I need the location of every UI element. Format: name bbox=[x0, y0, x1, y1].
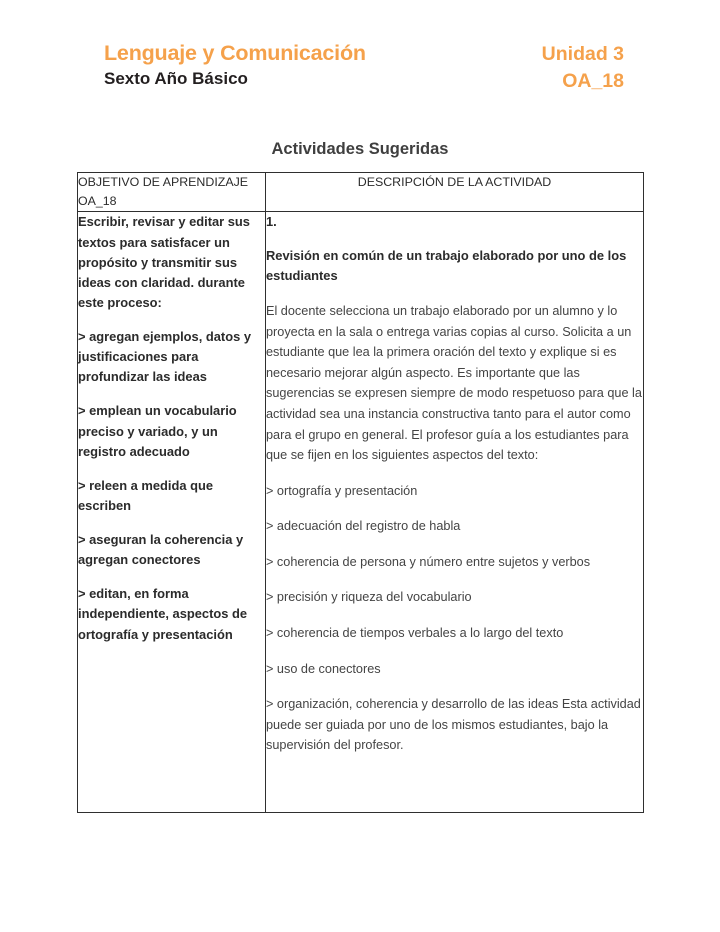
activity-bullet: > ortografía y presentación bbox=[266, 483, 418, 498]
column-header-objective: OBJETIVO DE APRENDIZAJE OA_18 bbox=[78, 173, 266, 212]
activity-bullet: > coherencia de tiempos verbales a lo largo del texto bbox=[266, 625, 564, 640]
oa-code-label: OA_18 bbox=[562, 70, 624, 93]
activity-heading: Revisión en común de un trabajo elaborado por uno de los estudiantes bbox=[266, 247, 627, 283]
activity-bullet: > uso de conectores bbox=[266, 661, 381, 676]
column-header-description: DESCRIPCIÓN DE LA ACTIVIDAD bbox=[266, 173, 644, 212]
objective-intro: Escribir, revisar y editar sus textos para satisfacer un propósito y transmitir sus ideas con claridad. durante este proceso: bbox=[78, 214, 250, 310]
header-right-group bbox=[542, 40, 624, 95]
subject-title: Lenguaje y Comunicación bbox=[104, 41, 366, 65]
header-left-group bbox=[104, 40, 366, 90]
grade-title: Sexto Año Básico bbox=[104, 69, 248, 89]
table-row bbox=[78, 212, 644, 813]
activity-bullet: > precisión y riqueza del vocabulario bbox=[266, 590, 472, 605]
table-header-row bbox=[78, 173, 644, 212]
activity-paragraph: El docente selecciona un trabajo elaborado por un alumno y lo proyecta en la sala o entrega varias copias al curso. Solicita a un estudiante que lea la primera oración del texto y explique si es necesario mejorar algún aspecto. Es importante que las sugerencias se expresen siempre de modo respetuoso para que la actividad sea una instancia constructiva tanto para el autor como para el grupo en general. El profesor guía a los estudiantes para que se fijen en los siguientes aspectos del texto: bbox=[266, 304, 642, 463]
unit-label: Unidad 3 bbox=[541, 43, 624, 65]
activity-number: 1. bbox=[266, 214, 277, 230]
document-header bbox=[104, 40, 624, 95]
activity-bullet: > adecuación del registro de habla bbox=[266, 519, 461, 534]
activity-table bbox=[77, 172, 644, 813]
objective-bullet: > agregan ejemplos, datos y justificaciones para profundizar las ideas bbox=[78, 329, 252, 385]
objective-bullet: > editan, en forma independiente, aspectos de ortografía y presentación bbox=[78, 586, 248, 642]
table-body bbox=[78, 212, 644, 813]
section-title: Actividades Sugeridas bbox=[271, 140, 449, 158]
table-header-row-group bbox=[78, 173, 644, 212]
activity-bullet: > coherencia de persona y número entre sujetos y verbos bbox=[266, 554, 591, 569]
objective-bullet: > emplean un vocabulario preciso y variado, y un registro adecuado bbox=[78, 403, 237, 459]
cell-description bbox=[266, 212, 644, 813]
cell-objective bbox=[78, 212, 266, 813]
activity-bullet: > organización, coherencia y desarrollo de las ideas Esta actividad puede ser guiada por uno de los mismos estudiantes, bajo la supervisión del profesor. bbox=[266, 697, 641, 753]
objective-bullet: > releen a medida que escriben bbox=[78, 477, 214, 513]
objective-bullet: > aseguran la coherencia y agregan conectores bbox=[78, 532, 244, 568]
